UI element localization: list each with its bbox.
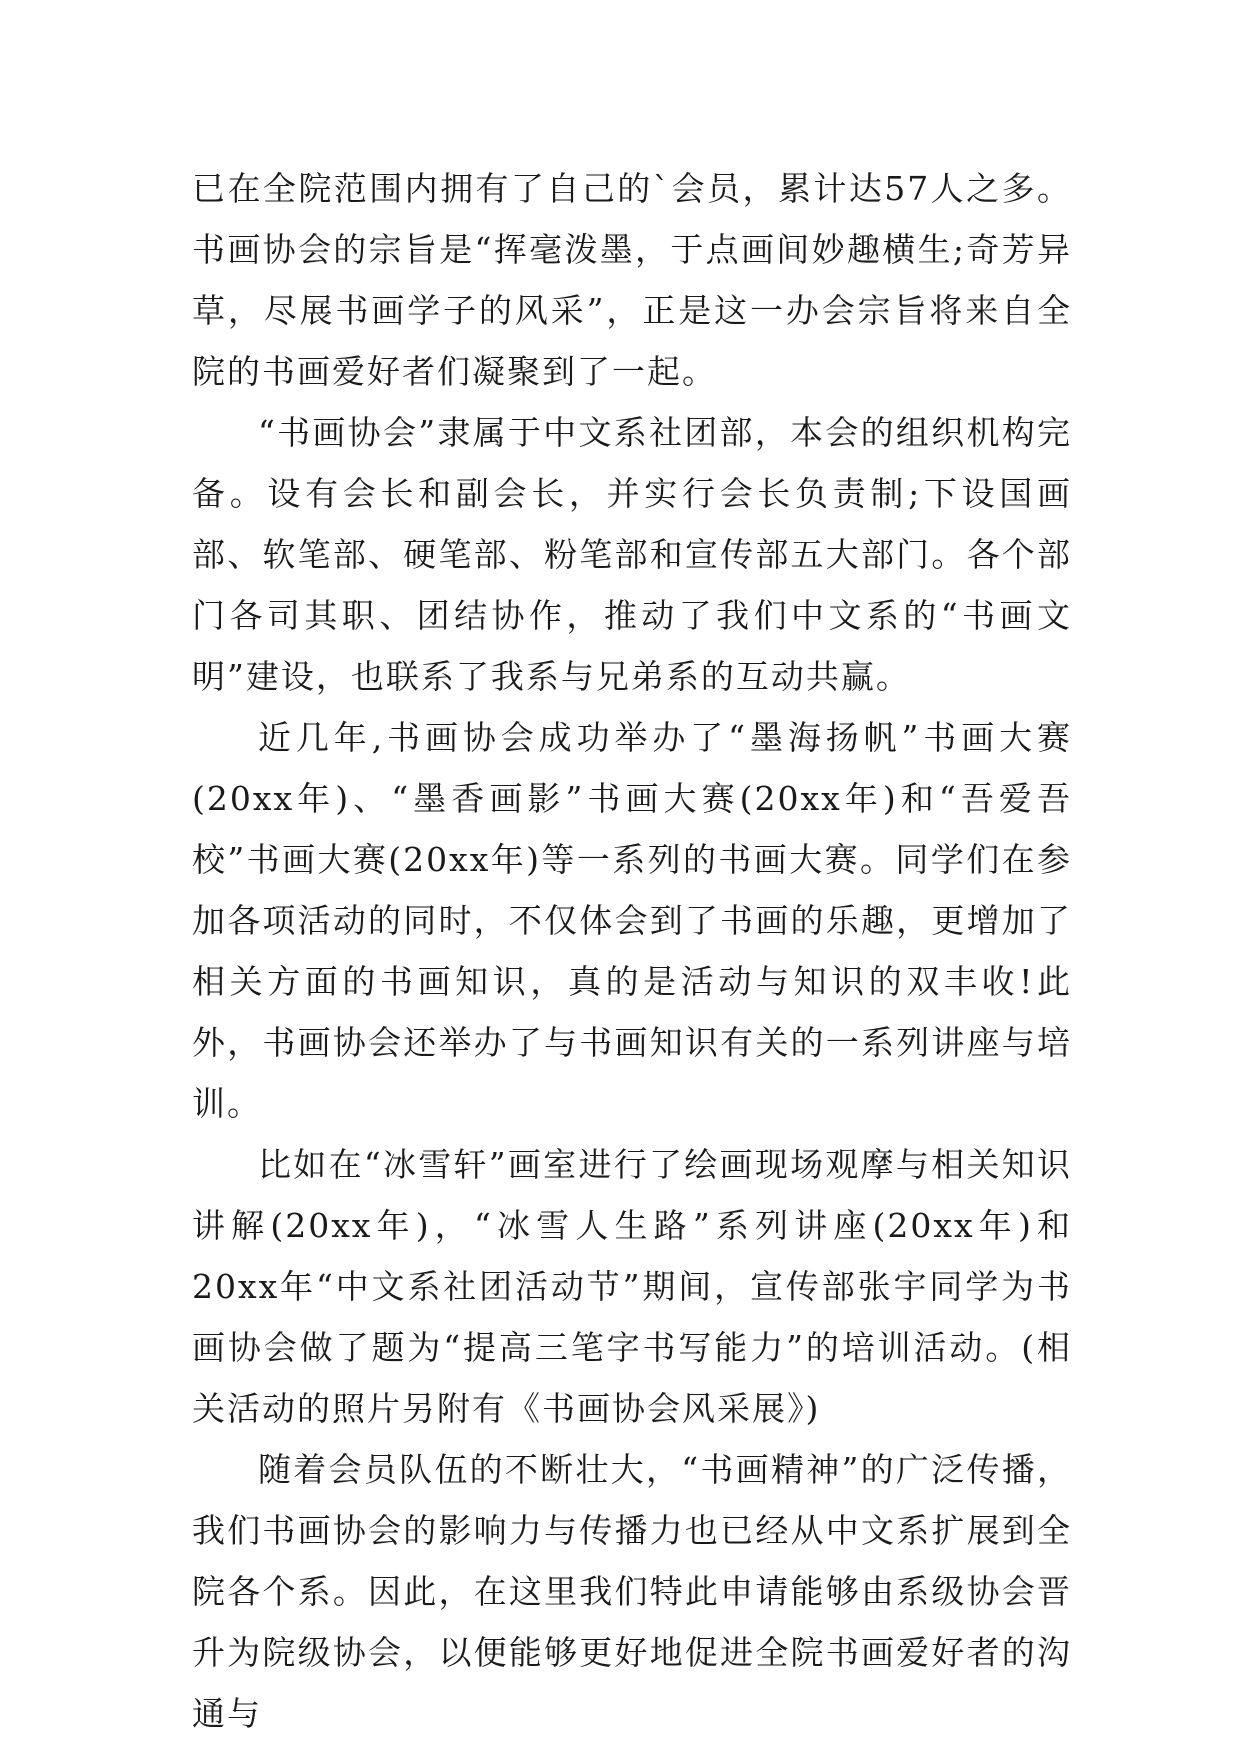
document-body [192,158,1072,1744]
paragraph-3: 近几年,书画协会成功举办了“墨海扬帆”书画大赛(20xx年)、“墨香画影”书画大赛(20xx年)和“吾爱吾校”书画大赛(20xx年)等一系列的书画大赛。同学们在参加各项活动的同时，不仅体会到了书画的乐趣，更增加了相关方面的书画知识，真的是活动与知识的双丰收!此外，书画协会还举办了与书画知识有关的一系列讲座与培训。 [192,718,1072,1123]
paragraph-4: 比如在“冰雪轩”画室进行了绘画现场观摩与相关知识讲解(20xx年)，“冰雪人生路”系列讲座(20xx年)和20xx年“中文系社团活动节”期间，宣传部张宇同学为书画协会做了题为“提高三笔字书写能力”的培训活动。(相关活动的照片另附有《书画协会风采展》) [192,1145,1072,1428]
paragraph-2: “书画协会”隶属于中文系社团部，本会的组织机构完备。设有会长和副会长，并实行会长负责制;下设国画部、软笔部、硬笔部、粉笔部和宣传部五大部门。各个部门各司其职、团结协作，推动了我们中文系的“书画文明”建设，也联系了我系与兄弟系的互动共赢。 [192,413,1072,696]
paragraph-1: 已在全院范围内拥有了自己的`会员，累计达57人之多。书画协会的宗旨是“挥毫泼墨，于点画间妙趣横生;奇芳异草，尽展书画学子的风采”，正是这一办会宗旨将来自全院的书画爱好者们凝聚到了一起。 [192,169,1072,391]
paragraph-5: 随着会员队伍的不断壮大，“书画精神”的广泛传播，我们书画协会的影响力与传播力也已经从中文系扩展到全院各个系。因此，在这里我们特此申请能够由系级协会晋升为院级协会，以便能够更好地促进全院书画爱好者的沟通与 [192,1450,1072,1733]
